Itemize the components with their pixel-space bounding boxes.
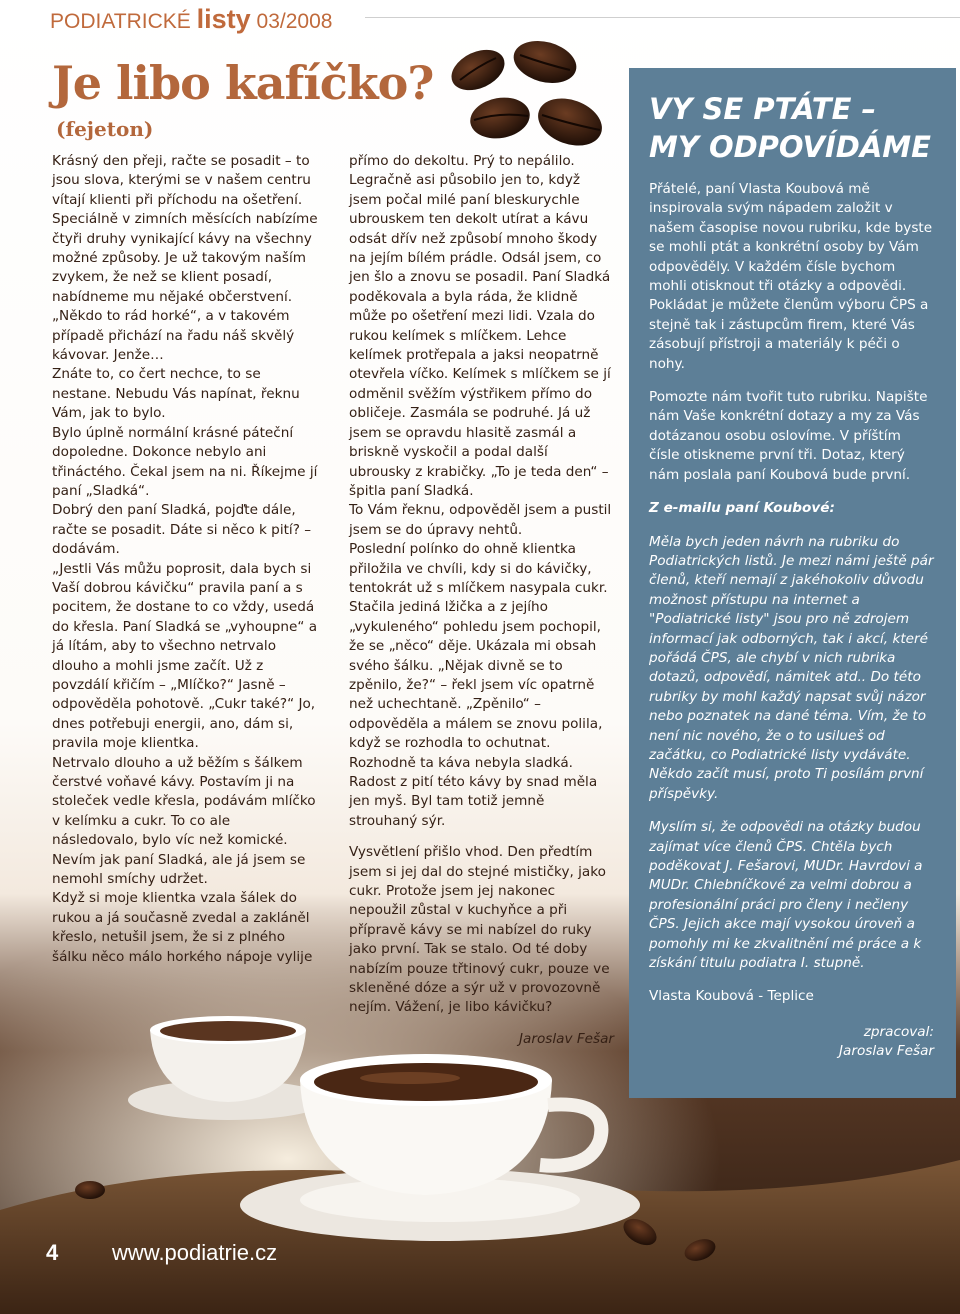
coffee-beans (445, 34, 609, 154)
article-title: Je libo kafíčko? (52, 56, 434, 110)
paragraph: Znáte to, co čert nechce, to se nestane. Nebudu Vás napínat, řeknu Vám, jak to bylo. (52, 366, 300, 422)
sidebar-title-line: MY ODPOVÍDÁME (649, 130, 931, 164)
email-paragraph: Měla bych jeden návrh na rubriku do Podiatrických listů. Je mezi námi ještě pár členů, kteří nemají z jakéhokoliv důvodu možnost přístupu na internet a "Podiatrické listy" jsou pro ně zdrojem informací jak odborných, tak i akcí, které pořádá ČPS, ale chybí v nich rubrika dotazů, odpovědí, námitek atd.. Do této rubriky by mohl každý napsat svůj názor nebo poznatek na dané téma. Vím, že to není nic nového, že o to usilueš od začátku, co Podiatrické listy vydáváte. Někdo začít musí, proto Ti posílám první příspěvky. (649, 533, 934, 802)
email-signature: Vlasta Koubová - Teplice (649, 988, 814, 1005)
processed-name: Jaroslav Fešar (839, 1043, 934, 1060)
paragraph: To Vám řeknu, odpověděl jsem a pustil jsem se do úpravy nehtů. (349, 502, 612, 538)
sidebar-intro: Přátelé, paní Vlasta Koubová mě inspirovala svým nápadem založit v našem časopise novou rubriku, kde byste se mohli ptát a konkrétní osoby by Vám odpověděly. V každém čísle bychom mohli otisknout tři otázky a odpovědi. Pokládat je můžete členům výboru ČPS a stejně tak i zástupcům firem, které Vás zásobují přístroji a materiály k péči o nohy. (649, 181, 933, 372)
qa-sidebar (629, 68, 956, 1098)
article-subtitle: (fejeton) (56, 117, 154, 141)
header-magazine-name: listy (196, 4, 251, 34)
header-prefix: PODIATRICKÉ (50, 10, 191, 33)
paragraph: Když si moje klientka vzala šálek do rukou a já současně zvedal a zakláněl křeslo, netušil jsem, že si z plného šálku něco málo horkého nápoje vylije (52, 890, 313, 965)
email-paragraph: Myslím si, že odpovědi na otázky budou zajímat více členů ČPS. Chtěla bych poděkovat J. Fešarovi, MUDr. Havrdovi a MUDr. Chlebníčkové za velmi dobrou a profesionální práci pro členy i nečleny ČPS. Jejich akce mají vysokou úroveň a pomohly mi ke zkvalitnění mé práce a k získání titulu podiatra I. stupně. (649, 819, 923, 972)
sidebar-invite: Pomozte nám tvořit tuto rubriku. Napište nám Vaše konkrétní dotazy a my za Vás dotázanou osobu oslovíme. V příštím čísle otiskneme první tři. Dotaz, který nám poslala paní Koubová bude první. (649, 389, 928, 483)
sidebar-title (649, 90, 949, 166)
paragraph: Vysvětlení přišlo vhod. Den předtím jsem si jej dal do stejné mističky, jako cukr. Protože jsem jej nakonec nepoužil zůstal v kuchyňce a při přípravě kávy se mi nabízel do ruky jako první. Tak se stalo. Od té doby nabízím pouze třtinový cukr, pouze ve skleněné dóze a sýr už v provozovně nejím. Vážení, je libo kávičku? (349, 844, 610, 1016)
header-divider (365, 17, 960, 18)
article-column-1 (52, 152, 320, 967)
processed-label: zpracoval: (863, 1023, 934, 1040)
magazine-header (50, 4, 350, 34)
paragraph: přímo do dekoltu. Prý to nepálilo. Legračně asi působilo jen to, když jsem počal milé paní bleskurychle ubrouskem ten dekolt utírat a kávu odsát dřív než způsobí mnoho škody na jejím bílém prádle. Odsál jsem, co jen šlo a znovu se posadil. Paní Sladká poděkovala a byla ráda, že klidně může po ošetření mezi lidi. Vzala do rukou kelímek s mlíčkem. Lehce kelímek protřepala a jaksi neopatrně otevřela víčko. Kelímek s mlíčkem se jí odměnil svěžím výstřikem přímo do obličeje. Zasmála se podruhé. Já už jsem se opravdu hlasitě zasmál a briskně vyskočil a podal další ubrousky z krabičky. „To je teda den“ – špitla paní Sladká. (349, 153, 611, 499)
article-column-2 (349, 152, 614, 1049)
website-link[interactable]: www.podiatrie.cz (112, 1240, 278, 1265)
sidebar-body (649, 180, 934, 1062)
page-number: 4 (46, 1240, 59, 1265)
email-heading: Z e-mailu paní Koubové: (649, 500, 835, 517)
paragraph: Krásný den přeji, račte se posadit – to jsou slova, kterými se v našem centru vítají klienti při příchodu na ošetření. Speciálně v zimních měsících nabízíme čtyři druhy vynikající kávy na všechny možné způsoby. Je už takovým naším zvykem, že než se klient posadí, nabídneme mu nějaké občerstvení. „Někdo to rád horké“, a v takovém případě přichází na řadu náš skvělý kávovar. Jenže… (52, 153, 318, 364)
paragraph: Bylo úplně normální krásné páteční dopoledne. Dokonce nebylo ani třináctého. Čekal jsem na ni. Říkejme jí paní „Sladká“. (52, 424, 318, 499)
paragraph: „Jestli Vás můžu poprosit, dala bych si Vaší dobrou kávičku“ pravila paní a s pocitem, že dostane to co vždy, usedá do křesla. Paní Sladká se „vyhoupne“ a já lítám, aby to všechno netrvalo dlouho a mohli jsme začít. Už z povzdálí křičím – „Mlíčko?“ Jasně – odpověděla pohotově. „Cukr také?“ Jo, dnes potřebuji energii, ano, dám si, pravila moje klientka. (52, 560, 318, 752)
sidebar-title-line: VY SE PTÁTE – (649, 92, 876, 126)
paragraph: Netrvalo dlouho a už běžím s šálkem čerstvé voňavé kávy. Postavím ji na stoleček vedle křesla, podávám mlíčko v kelímku a cukr. To co ale následovalo, bylo víc než komické. Nevím jak paní Sladká, ale já jsem se nemohl smíchy udržet. (52, 754, 316, 888)
header-issue: 03/2008 (256, 10, 333, 33)
paragraph: Poslední polínko do ohně klientka přiložila ve chvíli, kdy si do kávičky, tentokrát už s mlíčkem nasypala cukr. Stačila jediná lžička a z jejího „vykuleného“ pohledu jsem pochopil, že se „něco“ děje. Ukázala mi obsah svého šálku. „Nějak divně se to zpěnilo, že?“ – řekl jsem víc opatrně než uchechtaně. „Zpěnilo“ – odpověděla a málem se znovu polila, když se rozhodla to ochutnat. Rozhodně ta káva nebyla sladká. Radost z pití této kávy by snad měla jen myš. Byl tam totiž jemně strouhaný sýr. (349, 541, 608, 829)
article-author: Jaroslav Fešar (519, 1030, 614, 1047)
paragraph: Dobrý den paní Sladká, pojďte dále, račte se posadit. Dáte si něco k pití? – dodávám. (52, 502, 312, 558)
